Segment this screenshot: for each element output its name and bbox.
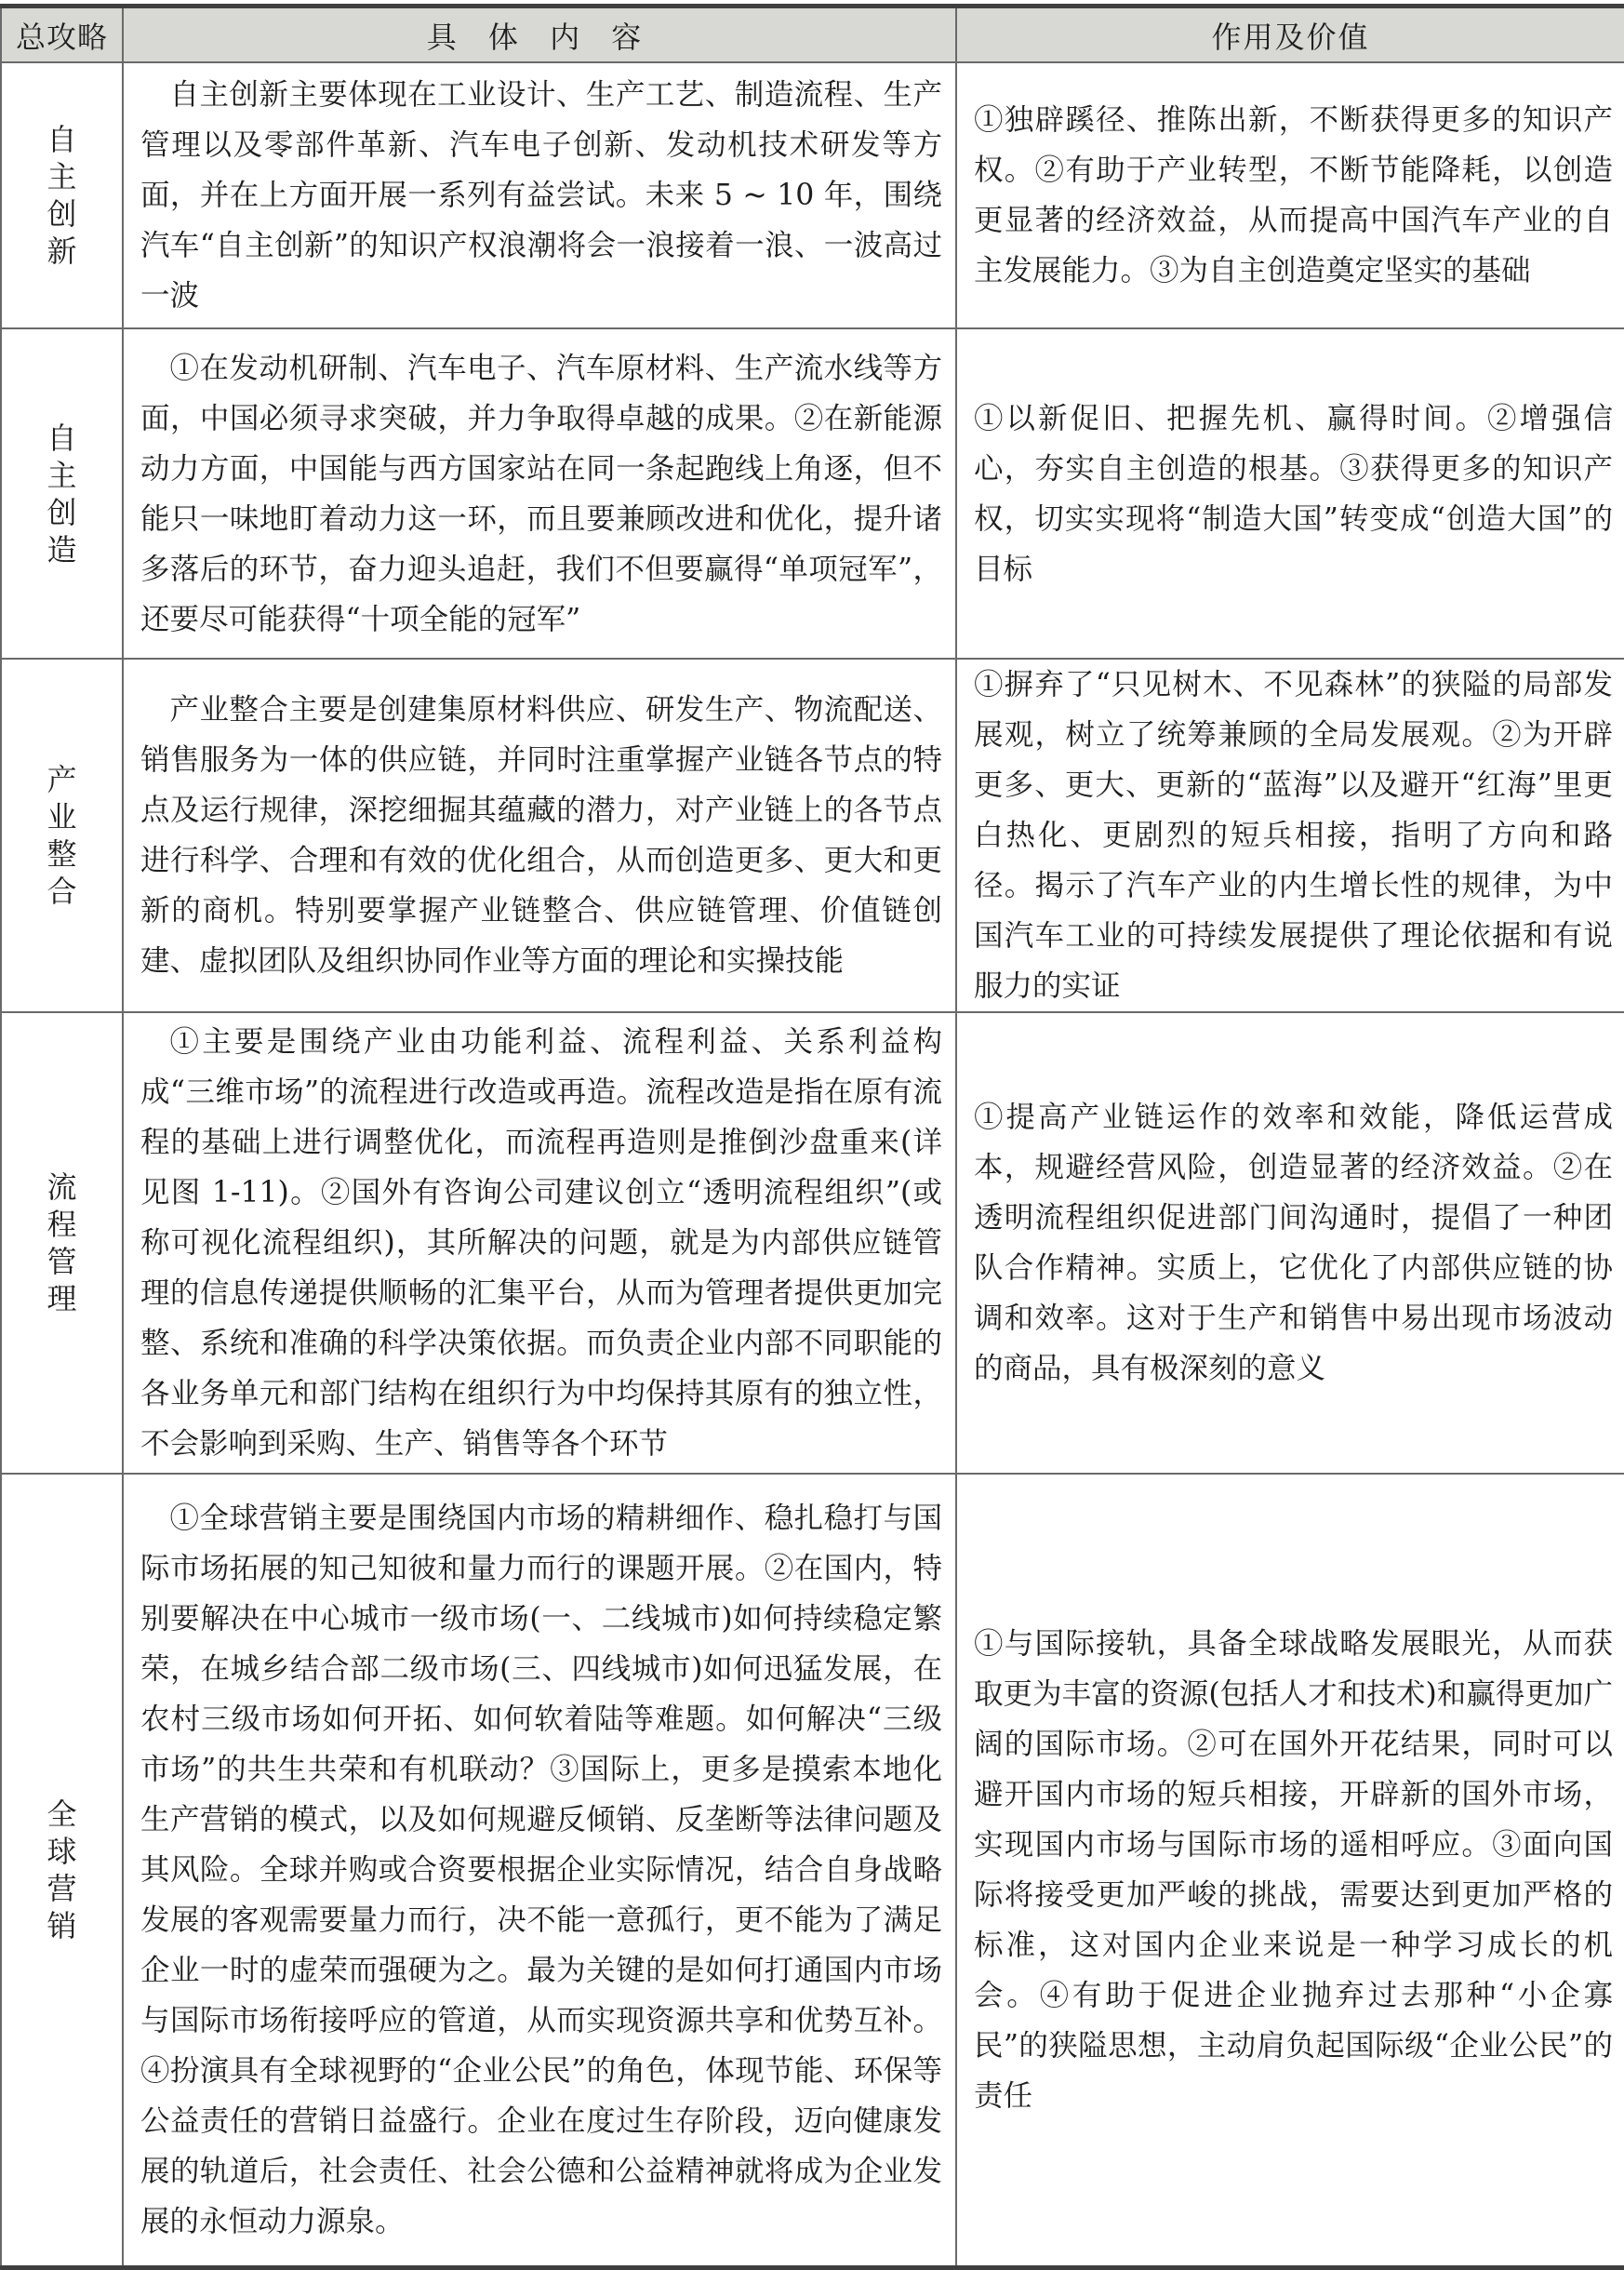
content-text: 产业整合主要是创建集原材料供应、研发生产、物流配送、销售服务为一体的供应链，并同时注重掌握产业链各节点的特点及运行规律，深挖细掘其蕴藏的潜力，对产业链上的各节点进行科学、合理和有效的优化组合，从而创造更多、更大和更新的商机。特别要掌握产业链整合、供应链管理、价值链创建、虚拟团队及组织协同作业等方面的理论和实操技能 <box>140 693 942 978</box>
content-cell <box>123 659 956 1012</box>
content-text: 自主创新主要体现在工业设计、生产工艺、制造流程、生产管理以及零部件革新、汽车电子创新、发动机技术研发等方面，并在上方面开展一系列有益尝试。未来 5 ~ 10 年，围绕汽车“自主创新”的知识产权浪潮将会一浪接着一浪、一波高过一波 <box>140 78 942 313</box>
content-cell <box>123 62 956 328</box>
value-text: ①与国际接轨，具备全球战略发展眼光，从而获取更为丰富的资源(包括人才和技术)和赢得更加广阔的国际市场。②可在国外开花结果，同时可以避开国内市场的短兵相接，开辟新的国外市场，实现国内市场与国际市场的遥相呼应。③面向国际将接受更加严峻的挑战，需要达到更加严格的标准，这对国内企业来说是一种学习成长的机会。④有助于促进企业抛弃过去那种“小企寡民”的狭隘思想，主动肩负起国际级“企业公民”的责任 <box>974 1626 1613 2113</box>
content-cell <box>123 1012 956 1474</box>
header-content: 具 体 内 容 <box>123 7 956 63</box>
table-row <box>1 62 1624 328</box>
header-value: 作用及价值 <box>956 7 1624 63</box>
strategy-table <box>0 4 1624 2270</box>
strategy-label: 流程管理 <box>47 1169 77 1316</box>
value-cell <box>956 1474 1624 2267</box>
value-text: ①提高产业链运作的效率和效能，降低运营成本，规避经营风险，创造显著的经济效益。②在透明流程组织促进部门间沟通时，提倡了一种团队合作精神。实质上，它优化了内部供应链的协调和效率。这对于生产和销售中易出现市场波动的商品，具有极深刻的意义 <box>974 1101 1613 1385</box>
strategy-label: 全球营销 <box>47 1796 77 1943</box>
value-cell <box>956 659 1624 1012</box>
value-text: ①独辟蹊径、推陈出新，不断获得更多的知识产权。②有助于产业转型，不断节能降耗，以创造更显著的经济效益，从而提高中国汽车产业的自主发展能力。③为自主创造奠定坚实的基础 <box>974 103 1613 287</box>
strategy-cell <box>1 1012 123 1474</box>
value-cell <box>956 62 1624 328</box>
value-cell <box>956 328 1624 659</box>
content-text: ①在发动机研制、汽车电子、汽车原材料、生产流水线等方面，中国必须寻求突破，并力争取得卓越的成果。②在新能源动力方面，中国能与西方国家站在同一条起跑线上角逐，但不能只一味地盯着动力这一环，而且要兼顾改进和优化，提升诸多落后的环节，奋力迎头追赶，我们不但要赢得“单项冠军”，还要尽可能获得“十项全能的冠军” <box>140 351 942 636</box>
value-text: ①摒弃了“只见树木、不见森林”的狭隘的局部发展观，树立了统筹兼顾的全局发展观。②为开辟更多、更大、更新的“蓝海”以及避开“红海”里更白热化、更剧烈的短兵相接，指明了方向和路径。揭示了汽车产业的内生增长性的规律，为中国汽车工业的可持续发展提供了理论依据和有说服力的实证 <box>974 668 1613 1003</box>
strategy-cell <box>1 1474 123 2267</box>
content-text: ①全球营销主要是围绕国内市场的精耕细作、稳扎稳打与国际市场拓展的知己知彼和量力而行的课题开展。②在国内，特别要解决在中心城市一级市场(一、二线城市)如何持续稳定繁荣，在城乡结合部二级市场(三、四线城市)如何迅猛发展，在农村三级市场如何开拓、如何软着陆等难题。如何解决“三级市场”的共生共荣和有机联动？③国际上，更多是摸索本地化生产营销的模式，以及如何规避反倾销、反垄断等法律问题及其风险。全球并购或合资要根据企业实际情况，结合自身战略发展的客观需要量力而行，决不能一意孤行，更不能为了满足企业一时的虚荣而强硬为之。最为关键的是如何打通国内市场与国际市场衔接呼应的管道，从而实现资源共享和优势互补。④扮演具有全球视野的“企业公民”的角色，体现节能、环保等公益责任的营销日益盛行。企业在度过生存阶段，迈向健康发展的轨道后，社会责任、社会公德和公益精神就将成为企业发展的永恒动力源泉。 <box>140 1501 942 2238</box>
value-text: ①以新促旧、把握先机、赢得时间。②增强信心，夯实自主创造的根基。③获得更多的知识产权，切实实现将“制造大国”转变成“创造大国”的目标 <box>974 401 1613 586</box>
content-cell <box>123 1474 956 2267</box>
table-row <box>1 1474 1624 2267</box>
content-text: ①主要是围绕产业由功能利益、流程利益、关系利益构成“三维市场”的流程进行改造或再造。流程改造是指在原有流程的基础上进行调整优化，而流程再造则是推倒沙盘重来(详见图 1-11)。②国外有咨询公司建议创立“透明流程组织”(或称可视化流程组织)，其所解决的问题，就是为内部供应链管理的信息传递提供顺畅的汇集平台，从而为管理者提供更加完整、系统和准确的科学决策依据。而负责企业内部不同职能的各业务单元和部门结构在组织行为中均保持其原有的独立性，不会影响到采购、生产、销售等各个环节 <box>140 1025 942 1461</box>
strategy-label: 自主创新 <box>47 122 77 269</box>
value-cell <box>956 1012 1624 1474</box>
table-row <box>1 328 1624 659</box>
strategy-label: 自主创造 <box>47 420 77 568</box>
content-cell <box>123 328 956 659</box>
strategy-cell <box>1 659 123 1012</box>
table-row <box>1 1012 1624 1474</box>
header-row <box>1 7 1624 63</box>
strategy-cell <box>1 62 123 328</box>
strategy-label: 产业整合 <box>47 762 77 909</box>
table-row <box>1 659 1624 1012</box>
header-strategy: 总攻略 <box>1 7 123 63</box>
strategy-cell <box>1 328 123 659</box>
